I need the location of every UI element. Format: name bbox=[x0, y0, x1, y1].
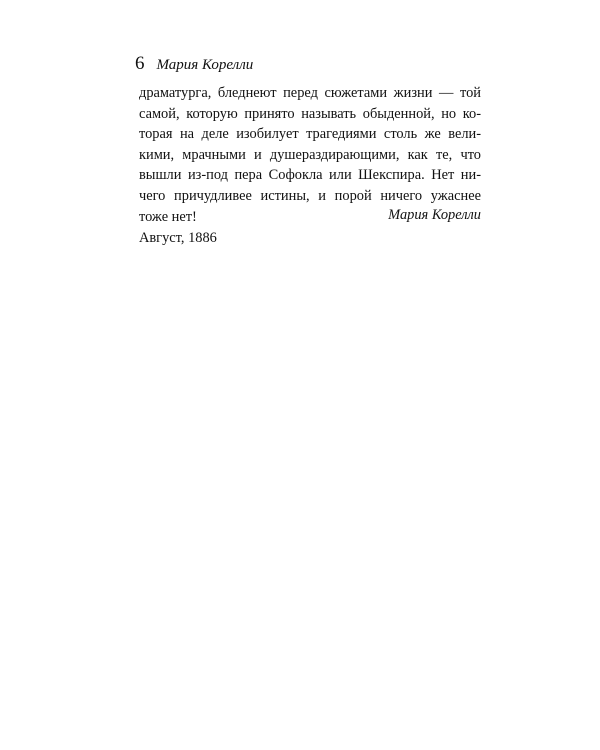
running-head bbox=[135, 52, 253, 76]
text-line: кими, мрачными и душераздирающими, как те, что bbox=[139, 146, 481, 163]
text-line: самой, которую принято называть обыденной, но ко- bbox=[139, 105, 481, 122]
page-number: 6 bbox=[135, 53, 145, 74]
text-line: тоже нет! bbox=[139, 208, 197, 225]
author-signature: Мария Корелли bbox=[388, 207, 481, 223]
text-line: торая на деле изобилует трагедиями столь же вели- bbox=[139, 126, 481, 143]
text-line: чего причудливее истины, и порой ничего ужаснее bbox=[139, 187, 481, 204]
dateline: Август, 1886 bbox=[139, 230, 217, 246]
text-line: драматурга, бледнеют перед сюжетами жизни — той bbox=[139, 85, 481, 101]
text-line: вышли из-под пера Софокла или Шекспира. Нет ни- bbox=[139, 167, 481, 184]
running-title: Мария Корелли bbox=[156, 57, 254, 73]
